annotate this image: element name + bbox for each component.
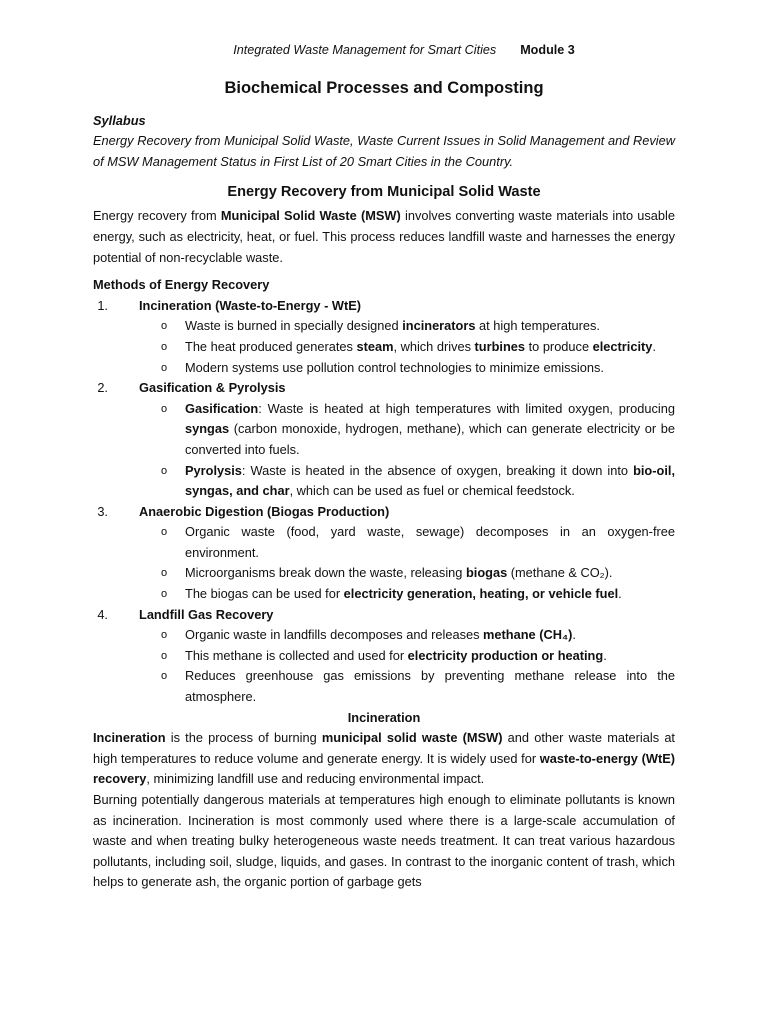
bold-term: steam	[356, 338, 394, 354]
circle-bullet-icon: o	[161, 464, 168, 477]
module-label: Module 3	[520, 43, 575, 57]
method-item	[93, 502, 675, 605]
section-title-incineration: Incineration	[347, 709, 421, 725]
text-run: : Waste is heated in the absence of oxygen, breaking it down into	[241, 462, 634, 478]
method-number: 2.	[97, 380, 108, 396]
bold-term: Municipal Solid Waste (MSW)	[220, 208, 401, 224]
method-item	[93, 378, 675, 502]
methods-list	[93, 296, 675, 708]
bullet-item	[93, 337, 675, 358]
circle-bullet-icon: o	[161, 361, 168, 374]
method-bullets	[93, 316, 675, 378]
text-run: Energy recovery from	[93, 208, 221, 224]
text-run: Reduces greenhouse gas emissions by preventing methane release into the atmosphere.	[185, 668, 675, 705]
text-run: Waste is burned in specially designed	[185, 318, 403, 334]
method-heading	[93, 296, 675, 317]
circle-bullet-icon: o	[161, 526, 168, 539]
page-content	[93, 40, 675, 893]
bold-term: Gasification	[185, 400, 259, 416]
bold-term: Pyrolysis	[185, 462, 242, 478]
text-run: : Waste is heated at high temperatures with limited oxygen, producing	[258, 400, 675, 416]
text-run: to produce	[525, 338, 593, 354]
bold-term: biogas	[465, 565, 508, 581]
bullet-item	[93, 522, 675, 563]
text-run: The biogas can be used for	[185, 586, 344, 602]
method-number: 4.	[97, 606, 108, 622]
method-title: Anaerobic Digestion (Biogas Production)	[139, 503, 390, 519]
circle-bullet-icon: o	[161, 670, 168, 683]
method-title: Incineration (Waste-to-Energy - WtE)	[139, 297, 362, 313]
text-run: .	[618, 586, 622, 602]
bold-term: electricity generation, heating, or vehicle fuel	[343, 586, 619, 602]
text-run: (methane & CO₂).	[507, 565, 613, 581]
bullet-item	[93, 316, 675, 337]
method-heading	[93, 378, 675, 399]
method-number: 3.	[97, 503, 108, 519]
bold-term: bio-oil, syngas, and char	[185, 462, 675, 499]
bullet-item	[93, 646, 675, 667]
page-title: Biochemical Processes and Composting	[224, 78, 544, 97]
bullet-item	[93, 625, 675, 646]
method-bullets	[93, 399, 675, 502]
method-number: 1.	[97, 297, 108, 313]
text-run: and other waste materials at high temperatures to reduce volume and generate energy. It is widely used for	[93, 730, 675, 766]
method-title: Gasification & Pyrolysis	[139, 380, 286, 396]
syllabus-text: Energy Recovery from Municipal Solid Waste, Waste Current Issues in Solid Management and Review of MSW Management Status in First List of 20 Smart Cities in the Country.	[93, 133, 675, 169]
bullet-item	[93, 399, 675, 461]
method-item	[93, 605, 675, 708]
text-run: , which can be used as fuel or chemical feedstock.	[289, 483, 575, 499]
bullet-item	[93, 666, 675, 707]
text-run: at high temperatures.	[475, 318, 600, 334]
running-header	[93, 40, 675, 61]
method-bullets	[93, 522, 675, 604]
methods-heading: Methods of Energy Recovery	[93, 277, 270, 293]
text-run: .	[603, 647, 607, 663]
bold-term: turbines	[474, 338, 526, 354]
course-title: Integrated Waste Management for Smart Cities	[233, 43, 497, 57]
text-run: .	[572, 627, 576, 643]
bold-term: methane (CH₄)	[483, 627, 573, 643]
bullet-item	[93, 584, 675, 605]
bold-term: waste-to-energy (WtE) recovery	[93, 750, 675, 787]
text-run: Organic waste (food, yard waste, sewage) decomposes in an oxygen-free environment.	[185, 524, 675, 560]
circle-bullet-icon: o	[161, 649, 168, 662]
bold-term: electricity production or heating	[407, 647, 604, 663]
bold-term: Incineration	[93, 730, 166, 746]
method-heading	[93, 605, 675, 626]
method-bullets	[93, 625, 675, 707]
energy-recovery-intro	[93, 206, 675, 268]
bold-term: incinerators	[402, 318, 476, 334]
text-run: Modern systems use pollution control technologies to minimize emissions.	[185, 359, 604, 375]
text-run: , which drives	[393, 338, 475, 354]
circle-bullet-icon: o	[161, 567, 168, 580]
text-run: Microorganisms break down the waste, releasing	[185, 565, 466, 581]
text-run: Organic waste in landfills decomposes and releases	[185, 627, 484, 643]
text-run: .	[652, 338, 656, 354]
bold-term: municipal solid waste (MSW)	[321, 730, 503, 746]
circle-bullet-icon: o	[161, 320, 168, 333]
text-run: This methane is collected and used for	[185, 647, 408, 663]
circle-bullet-icon: o	[161, 402, 168, 415]
method-title: Landfill Gas Recovery	[139, 606, 274, 622]
method-item	[93, 296, 675, 378]
text-run: involves converting waste materials into usable energy, such as electricity, heat, or fuel. This process reduces landfill waste and harnesses the energy potential of non-recyclable waste.	[93, 208, 675, 265]
incineration-definition	[93, 728, 675, 790]
bullet-item	[93, 461, 675, 502]
syllabus-label: Syllabus	[93, 112, 146, 128]
incineration-description: Burning potentially dangerous materials at temperatures high enough to eliminate pollutants is known as incineration. Incineration is most commonly used where there is a large-scale accumulation of waste and when treating bulky heterogeneous waste needs treatment. It can treat various hazardous pollutants, including soil, sludge, liquids, and gases. In contrast to the inorganic content of trash, which helps to generate ash, the organic portion of garbage gets	[93, 792, 675, 890]
bold-term: electricity	[592, 338, 653, 354]
section-title-energy-recovery: Energy Recovery from Municipal Solid Waste	[227, 184, 541, 201]
text-run: (carbon monoxide, hydrogen, methane), which can generate electricity or be converted into fuels.	[185, 421, 675, 457]
circle-bullet-icon: o	[161, 629, 168, 642]
text-run: , minimizing landfill use and reducing environmental impact.	[146, 771, 485, 787]
text-run: is the process of burning	[165, 730, 322, 746]
bold-term: syngas	[185, 421, 230, 437]
bullet-item	[93, 358, 675, 379]
circle-bullet-icon: o	[161, 588, 168, 601]
circle-bullet-icon: o	[161, 340, 168, 353]
text-run: The heat produced generates	[185, 338, 357, 354]
method-heading	[93, 502, 675, 523]
bullet-item	[93, 563, 675, 584]
